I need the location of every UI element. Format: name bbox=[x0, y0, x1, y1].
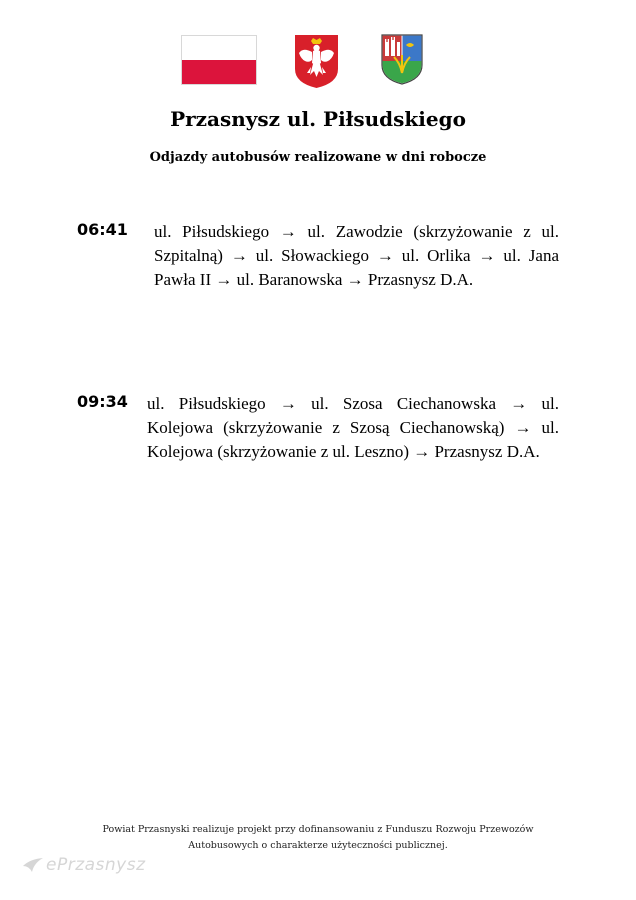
departure-time: 09:34 bbox=[77, 392, 128, 411]
bird-logo-icon bbox=[22, 857, 44, 873]
departure-route: ul. Piłsudskiego → ul. Szosa Ciechanowska → ul. Kolejowa (skrzyżowanie z Szosą Ciechanowską) → ul. Kolejowa (skrzyżowanie z ul. Leszno) → Przasnysz D.A. bbox=[147, 394, 559, 461]
departure-route: ul. Piłsudskiego → ul. Zawodzie (skrzyżowanie z ul. Szpitalną) → ul. Słowackiego → ul. Orlika → ul. Jana Pawła II → ul. Baranowska → Przasnysz D.A. bbox=[154, 222, 559, 289]
logos-row bbox=[0, 33, 636, 89]
page-subtitle: Odjazdy autobusów realizowane w dni robocze bbox=[149, 150, 487, 165]
county-coat-of-arms-icon bbox=[380, 33, 424, 85]
footer-line: Powiat Przasnyski realizuje projekt przy dofinansowaniu z Funduszu Rozwoju Przewozów bbox=[102, 824, 534, 835]
polish-flag-icon bbox=[181, 35, 257, 85]
watermark bbox=[22, 855, 146, 875]
page-title: Przasnysz ul. Piłsudskiego bbox=[170, 107, 466, 131]
polish-eagle-emblem-icon bbox=[293, 33, 340, 89]
funding-footer bbox=[60, 822, 576, 854]
departure-time: 06:41 bbox=[77, 220, 128, 239]
footer-line: Autobusowych o charakterze użyteczności publicznej. bbox=[188, 840, 448, 851]
watermark-text: ePrzasnysz bbox=[46, 855, 146, 875]
